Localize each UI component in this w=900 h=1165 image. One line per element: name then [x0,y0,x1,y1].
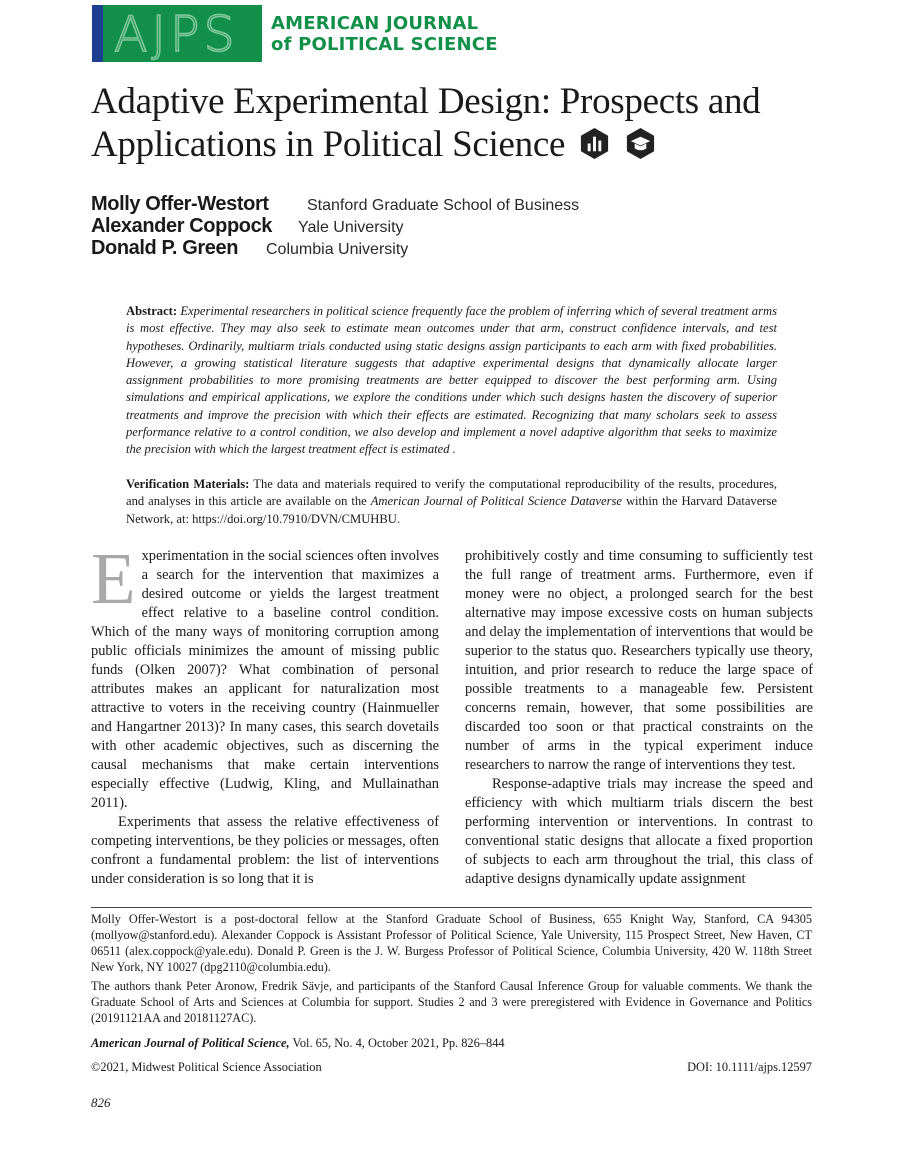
body-paragraph: Response-adaptive trials may increase the speed and efficiency with which multiarm trials discern the best performing intervention or interventions. In contrast to conventional static designs that allocate a fixed proportion of subjects to each arm throughout the trial, this class of adaptive designs dynamically update assignment [465,776,813,887]
journal-name [271,5,498,62]
logo-stripe [92,5,103,62]
citation-journal: American Journal of Political Science, [91,1036,290,1050]
footnote-rule [91,907,812,908]
drop-cap: E [91,538,136,619]
open-materials-badge-icon[interactable] [624,127,657,160]
footnote-acknowledgments: The authors thank Peter Aronow, Fredrik Sävje, and participants of the Stanford Causal Inference Group for valuable comments. We thank the Graduate School of Arts and Sciences at Columbia for support. Studies 2 and 3 were preregistered with Evidence in Governance and Politics (20191121AA and 20181127AC). [91,979,812,1025]
author-name: Donald P. Green [91,237,239,259]
abstract [126,303,777,459]
author-row [91,215,579,237]
paragraph-text: xperimentation in the social sciences often involves a search for the intervention that maximizes a desired outcome or yields the largest treatment effect relative to a baseline control condition. Which of the many ways of monitoring corruption among public officials minimizes the amount of missing public funds (Olken 2007)? What combination of personal attributes makes an applicant for naturalization most attractive to voters in the receiving country (Hainmueller and Hangartner 2013)? In many cases, this search dovetails with other academic objectives, such as discerning the causal mechanisms that make certain interventions especially effective (Ludwig, Kling, and Mullainathan 2011). [91,548,439,811]
body-paragraph: prohibitively costly and time consuming to sufficiently test the full range of treatment arms. Furthermore, even if money were no object, a prolonged search for the best alternative may impose excessive costs on human subjects and delay the implementation of interventions that would be superior to the status quo. Researchers typically use theory, intuition, and prior research to reduce the large space of possible treatments to a manageable few. Persistent concerns remain, however, that some possibilities are discarded too soon or that practical constraints on the number of arms in the typical experiment induce researchers to narrow the range of interventions they test. [465,548,813,773]
logo-letters: AJPS [114,6,239,63]
title-line1: Adaptive Experimental Design: Prospects and [91,81,761,122]
abstract-text: Experimental researchers in political science frequently face the problem of inferring which of several treatment arms is most effective. They may also seek to estimate mean outcomes under that arm, construct confidence intervals, and test hypotheses. Ordinarily, multiarm trials conducted using static designs assign participants to each arm with fixed probabilities. However, a growing statistical literature suggests that adaptive experimental designs that dynamically allocate larger assignment probabilities to more promising treatments are better equipped to discover the best performing arm. Using simulations and empirical applications, we explore the conditions under which such designs hasten the discovery of superior treatments and improve the precision with which their effects are estimated. Recognizing that many scholars seek to assess performance relative to a control condition, we also develop and implement a novel adaptive algorithm that seeks to maximize the precision with which the largest treatment effect is estimated . [126,304,777,457]
author-name: Alexander Coppock [91,215,273,237]
author-list [91,193,579,259]
verification-label: Verification Materials: [126,477,250,491]
page-number: 826 [91,1095,111,1110]
author-affiliation: Stanford Graduate School of Business [307,197,580,214]
open-data-badge-icon[interactable] [578,127,611,160]
author-row [91,237,579,259]
doi[interactable]: DOI: 10.1111/ajps.12597 [687,1060,812,1074]
author-affiliation: Yale University [298,219,404,236]
author-affiliation: Columbia University [266,241,409,258]
journal-name-line1: AMERICAN JOURNAL [271,12,479,34]
author-name: Molly Offer-Westort [91,193,269,215]
verification-materials [126,476,777,528]
title-line2: Applications in Political Science [91,124,566,165]
footnote-author-info: Molly Offer-Westort is a post-doctoral fellow at the Stanford Graduate School of Business, 655 Knight Way, Stanford, CA 94305 (mollyow@stanford.edu). Alexander Coppock is Assistant Professor of Political Science, Yale University, 115 Prospect Street, New Haven, CT 06511 (alex.coppock@yale.edu). Donald P. Green is the J. W. Burgess Professor of Political Science, Columbia University, 420 W. 118th Street New York, NY 10027 (dpg2110@columbia.edu). [91,912,812,974]
article-title [91,80,811,166]
verification-text-after: within the Harvard Dataverse Network, at: https://doi.org/10.7910/DVN/CMUHBU. [126,494,777,526]
logo-block [103,5,262,62]
body-column-right [465,547,813,889]
abstract-label: Abstract: [126,304,178,318]
journal-logo [92,5,498,62]
citation-line [91,1036,505,1051]
body-column-left [91,538,439,889]
body-paragraph [91,538,439,813]
body-paragraph: Experiments that assess the relative effectiveness of competing interventions, be they policies or messages, often confront a fundamental problem: the list of interventions under consideration is so long that it is [91,814,439,887]
author-row [91,193,579,215]
verification-text-before: The data and materials required to verify the computational reproducibility of the results, procedures, and analyses in this article are available on the [126,477,777,509]
verification-dataverse: American Journal of Political Science Dataverse [370,494,622,509]
copyright: ©2021, Midwest Political Science Association [91,1060,322,1074]
journal-name-line2: of POLITICAL SCIENCE [271,33,498,55]
citation-details: Vol. 65, No. 4, October 2021, Pp. 826–844 [289,1036,505,1050]
